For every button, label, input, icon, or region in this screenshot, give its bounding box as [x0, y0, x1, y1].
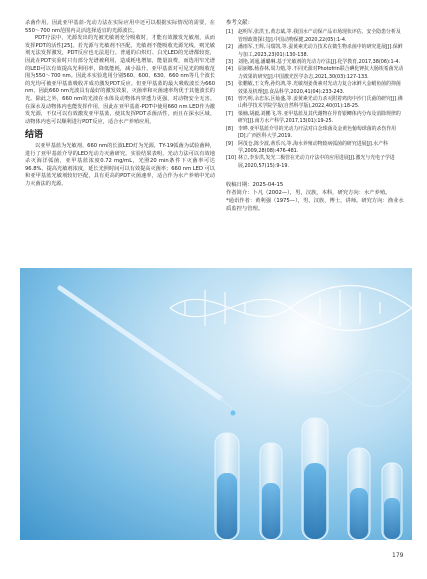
reference-number: [6] [226, 96, 233, 103]
reference-number: [5] [226, 81, 233, 88]
reference-number: [8] [226, 125, 233, 132]
author-intro: 作者简介：卜凡（2002—），男，汉族，本科，研究方向：水产养殖。 [226, 189, 391, 196]
article-meta [226, 182, 404, 213]
dna-and-test-tubes-illustration [20, 268, 412, 540]
reference-text: 赵明军,张洪玉,黄志斌,等.我国水产动保产品市场现状评估、安全隐患分析及管理政策探讨[J].中国动物保健,2020,22(05):1-4. [238, 29, 401, 43]
lab-illustration-image [20, 268, 412, 540]
reference-number: [7] [226, 110, 233, 117]
test-tube-icon [302, 418, 328, 540]
received-date: 收稿日期：2025-04-15 [226, 182, 284, 189]
reference-number: [9] [226, 140, 233, 147]
corresponding-author: *通讯作者：黄利强（1975—），男，汉族，博士，讲师。研究方向：渔业水质监控与管理。 [226, 197, 404, 212]
conclusion-paragraph: 以亚甲基蓝为光敏剂、660 nm的长波LED灯为光源，TY-19弧菌为试验菌种，进行了亚甲基蓝介导的LED光动力灭菌研究。实验结果表明，光动力法可以有效地杀灭海洋弧菌，亚甲基蓝浓度0.72 mg/mL，光照20 min条件下灭菌率可达96.8%，提高光敏剂浓度，延长光照时间可以有效提高灭菌率；660 nm LED 可以和亚甲基蓝光敏剂较好匹配，具有更高的PDT灭菌速率，适合作为水产养殖中光动力灭菌法的光源。 [25, 142, 215, 187]
reference-number: [10] [226, 155, 237, 162]
page-number: 179 [392, 552, 404, 559]
test-tube-icon [260, 443, 282, 540]
left-text-column [25, 20, 215, 188]
paragraph-continued: 杀菌作用。因此亚甲基蓝-光动力法在实际应用中还可以根据实际情况的需要，在550～700 nm范围内灵活选择适宜的光源波长。 [25, 20, 215, 34]
reference-number: [2] [226, 44, 233, 51]
reference-text: 曾巧明,余忠东,区灿盛,等.姜黄素光动力杀灭附着鸡肉中沙门氏菌的研究[J].佛山科学技术学院学报(自然科学版),2022,40(01):18-25. [238, 96, 403, 110]
reference-text: 刘艳,刘通,潘璐琳.基于光敏剂的光动力疗法[J].化学教育,2017,38(06):1-4. [238, 59, 401, 66]
reference-text: 潘雨军,王辉,马瑞凯,等.蚕黄素光动力技术在微生物杀菌中的研究进展[J].保鲜与加工,2023,23(01):130-138. [238, 44, 403, 58]
references-list [226, 29, 404, 170]
reference-text: 林立,李步洪,发光二极管在光动力疗法中的应用进展[J].激光与光电子学进展,2020,57(15):9-19. [238, 155, 395, 169]
reference-text: 梁楠,胡毅,刘鹏飞,等.亚甲基蓝及其代谢物在异育银鲫体内分布及消除规律的研究[J].南方水产科学,2017,13(01):19-25. [238, 110, 401, 125]
conclusion-heading: 结语 [25, 130, 44, 141]
reference-number: [1] [226, 29, 233, 36]
reference-text: 李晔.亚甲基蓝介导的光动力疗法对白念珠菌及金黄色葡萄球菌的杀伤作用[D].广西医科大学,2019. [238, 125, 397, 140]
reference-item [226, 81, 404, 96]
reference-item [226, 155, 404, 170]
reference-text: 屈丽娜,杨春林,周力勉,等.不同光源对Photofrin联合碘化钾抗大肠埃希菌光动力效果的研究[J].中国激光医学杂志,2021,30(03):127-133. [238, 66, 404, 80]
paragraph-pdt-light-source: PDT疗法中，光源发出的光被光敏剂充分吸收时，才能有效激发光敏剂，从而发挥PDT的活性[25]。若光源与光敏剂不匹配，光敏剂不能吸收光源光线，则光敏剂无法发挥激发，PDT反应也无法进行。普通的白炽灯、白光LED的光谱都较宽，因此在PDT实验时只有部分光谱被利用，造成耗电增加，能量浪费，而选用窄光谱的LED可以有效提高光利用率，降低能耗，减小温升。亚甲基蓝对可见光的吸收范围为550～700 nm。因此本实验选用分别560、600、630、660 nm等几个波长的光均可被亚甲基蓝吸收并成功激发PDT反应。但亚甲基蓝的最大吸收波长为660 nm，因此660 nm光波具有最好的激发效果，灭菌率和灭菌速率均优于其他波长的光。除此之外，660 nm的光波在水体及动物体内穿透力更强，对动物安全无害。在深水及动物体内也能发挥作用，因此在亚甲基蓝-PDT中使用660 nm LED作为激发光源，不仅可以有效激发亚甲基蓝，使其发挥PDT杀菌活性，而且在深水区域、动物体内也可以顺利进行PDT反应，适合水产养殖应用。 [25, 35, 215, 125]
reference-item [226, 44, 404, 59]
test-tube-icon [348, 448, 370, 540]
pipette-icon [60, 288, 236, 416]
reference-item [226, 141, 404, 156]
reference-text: 张鹏敏,王文秀,孙灼鸿,等.光敏剂姜黄素对光动力复合冰鲜大金鲳鱼菌的抑菌效果及机理[J].食品科学,2020,41(04):233-243. [238, 81, 401, 95]
test-tube-icon [382, 463, 402, 540]
reference-item [226, 111, 404, 126]
reference-text: 阿茂仓,陈少波,蒂乐兴,等.海水养殖动物致病弧菌的研究进展[J].水产科学,2009,28(08):476-481. [238, 140, 388, 154]
reference-number: [4] [226, 66, 233, 73]
reference-item [226, 66, 404, 81]
reference-item [226, 126, 404, 141]
test-tube-icon [215, 433, 239, 540]
right-column [226, 20, 404, 213]
reference-item [226, 96, 404, 111]
reference-number: [3] [226, 59, 233, 66]
reference-item [226, 29, 404, 44]
references-heading: 参考文献： [226, 20, 253, 26]
